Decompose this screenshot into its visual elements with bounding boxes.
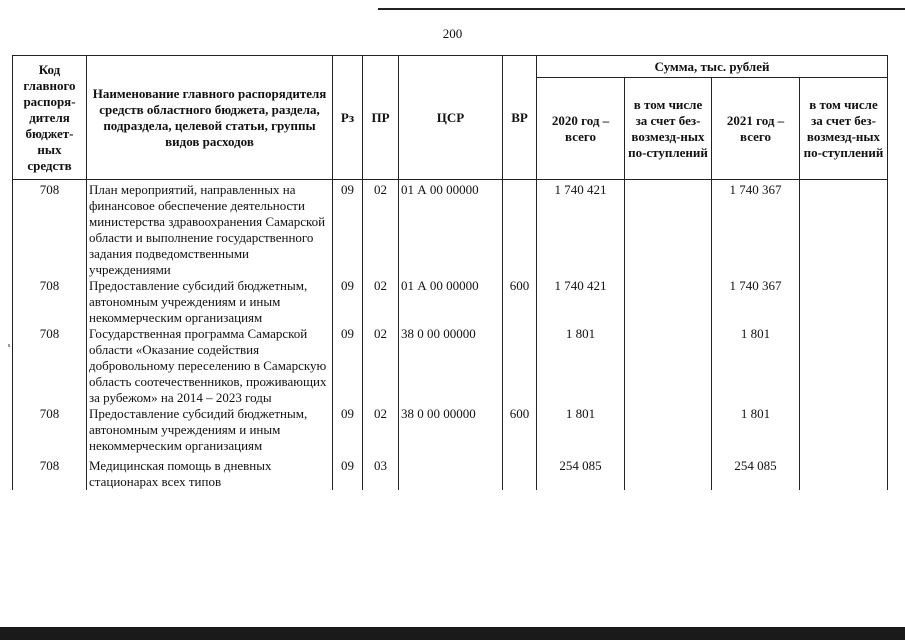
header-csr: ЦСР	[399, 56, 503, 180]
top-rule	[378, 8, 905, 10]
table-row	[13, 278, 888, 326]
cell-2021-total: 254 085	[712, 458, 800, 490]
cell-2020-total: 254 085	[537, 458, 625, 490]
cell-name: Медицинская помощь в дневных стационарах всех типов	[87, 458, 333, 490]
header-code: Код главного распоря-дителя бюджет-ных средств	[13, 56, 87, 180]
cell-rz: 09	[333, 458, 363, 490]
cell-vr	[503, 326, 537, 406]
header-2020-total: 2020 год – всего	[537, 78, 625, 180]
cell-pr: 02	[363, 406, 399, 454]
cell-code: 708	[13, 278, 87, 326]
cell-2021-total: 1 740 367	[712, 180, 800, 279]
header-rz: Рз	[333, 56, 363, 180]
cell-rz: 09	[333, 180, 363, 279]
cell-2021-free	[800, 278, 888, 326]
budget-table	[12, 55, 888, 490]
cell-2020-free	[625, 406, 712, 454]
cell-vr: 600	[503, 278, 537, 326]
table-row	[13, 180, 888, 279]
table-row	[13, 326, 888, 406]
cell-2020-total: 1 801	[537, 406, 625, 454]
cell-2021-total: 1 801	[712, 406, 800, 454]
cell-2021-free	[800, 326, 888, 406]
cell-rz: 09	[333, 278, 363, 326]
header-2020-free: в том числе за счет без-возмезд-ных по-ступлений	[625, 78, 712, 180]
cell-2020-total: 1 801	[537, 326, 625, 406]
cell-2020-free	[625, 458, 712, 490]
cell-vr	[503, 458, 537, 490]
cell-pr: 02	[363, 180, 399, 279]
cell-vr	[503, 180, 537, 279]
page-number: 200	[442, 26, 463, 41]
cell-code: 708	[13, 458, 87, 490]
cell-2020-total: 1 740 421	[537, 278, 625, 326]
cell-csr	[399, 458, 503, 490]
cell-code: 708	[13, 326, 87, 406]
cell-2020-free	[625, 180, 712, 279]
cell-2020-total: 1 740 421	[537, 180, 625, 279]
cell-2021-free	[800, 180, 888, 279]
cell-csr: 38 0 00 00000	[399, 326, 503, 406]
header-pr: ПР	[363, 56, 399, 180]
cell-pr: 02	[363, 278, 399, 326]
cell-csr: 01 А 00 00000	[399, 278, 503, 326]
scan-mark	[8, 344, 10, 347]
cell-name: Государственная программа Самарской области «Оказание содействия добровольному переселению в Самарскую область соотечественников, проживающих за рубежом» на 2014 – 2023 годы	[87, 326, 333, 406]
table-row	[13, 406, 888, 454]
cell-name: План мероприятий, направленных на финансовое обеспечение деятельности министерства здравоохранения Самарской области и выполнение государственного задания подведомственными учреждениями	[87, 180, 333, 279]
header-2021-free: в том числе за счет без-возмезд-ных по-ступлений	[800, 78, 888, 180]
cell-name: Предоставление субсидий бюджетным, автономным учреждениям и иным некоммерческим организациям	[87, 278, 333, 326]
cell-code: 708	[13, 180, 87, 279]
cell-2021-free	[800, 406, 888, 454]
header-sum-group: Сумма, тыс. рублей	[537, 56, 888, 78]
cell-name: Предоставление субсидий бюджетным, автономным учреждениям и иным некоммерческим организациям	[87, 406, 333, 454]
cell-vr: 600	[503, 406, 537, 454]
cell-csr: 38 0 00 00000	[399, 406, 503, 454]
cell-pr: 03	[363, 458, 399, 490]
table-row	[13, 458, 888, 490]
bottom-scan-band	[0, 627, 905, 640]
header-2021-total: 2021 год – всего	[712, 78, 800, 180]
cell-csr: 01 А 00 00000	[399, 180, 503, 279]
cell-2021-total: 1 801	[712, 326, 800, 406]
cell-rz: 09	[333, 326, 363, 406]
table-header	[13, 56, 888, 180]
table-body	[13, 180, 888, 491]
cell-2021-free	[800, 458, 888, 490]
header-vr: ВР	[503, 56, 537, 180]
cell-code: 708	[13, 406, 87, 454]
cell-rz: 09	[333, 406, 363, 454]
cell-pr: 02	[363, 326, 399, 406]
cell-2020-free	[625, 278, 712, 326]
header-name: Наименование главного распорядителя средств областного бюджета, раздела, подраздела, целевой статьи, группы видов расходов	[87, 56, 333, 180]
cell-2021-total: 1 740 367	[712, 278, 800, 326]
cell-2020-free	[625, 326, 712, 406]
